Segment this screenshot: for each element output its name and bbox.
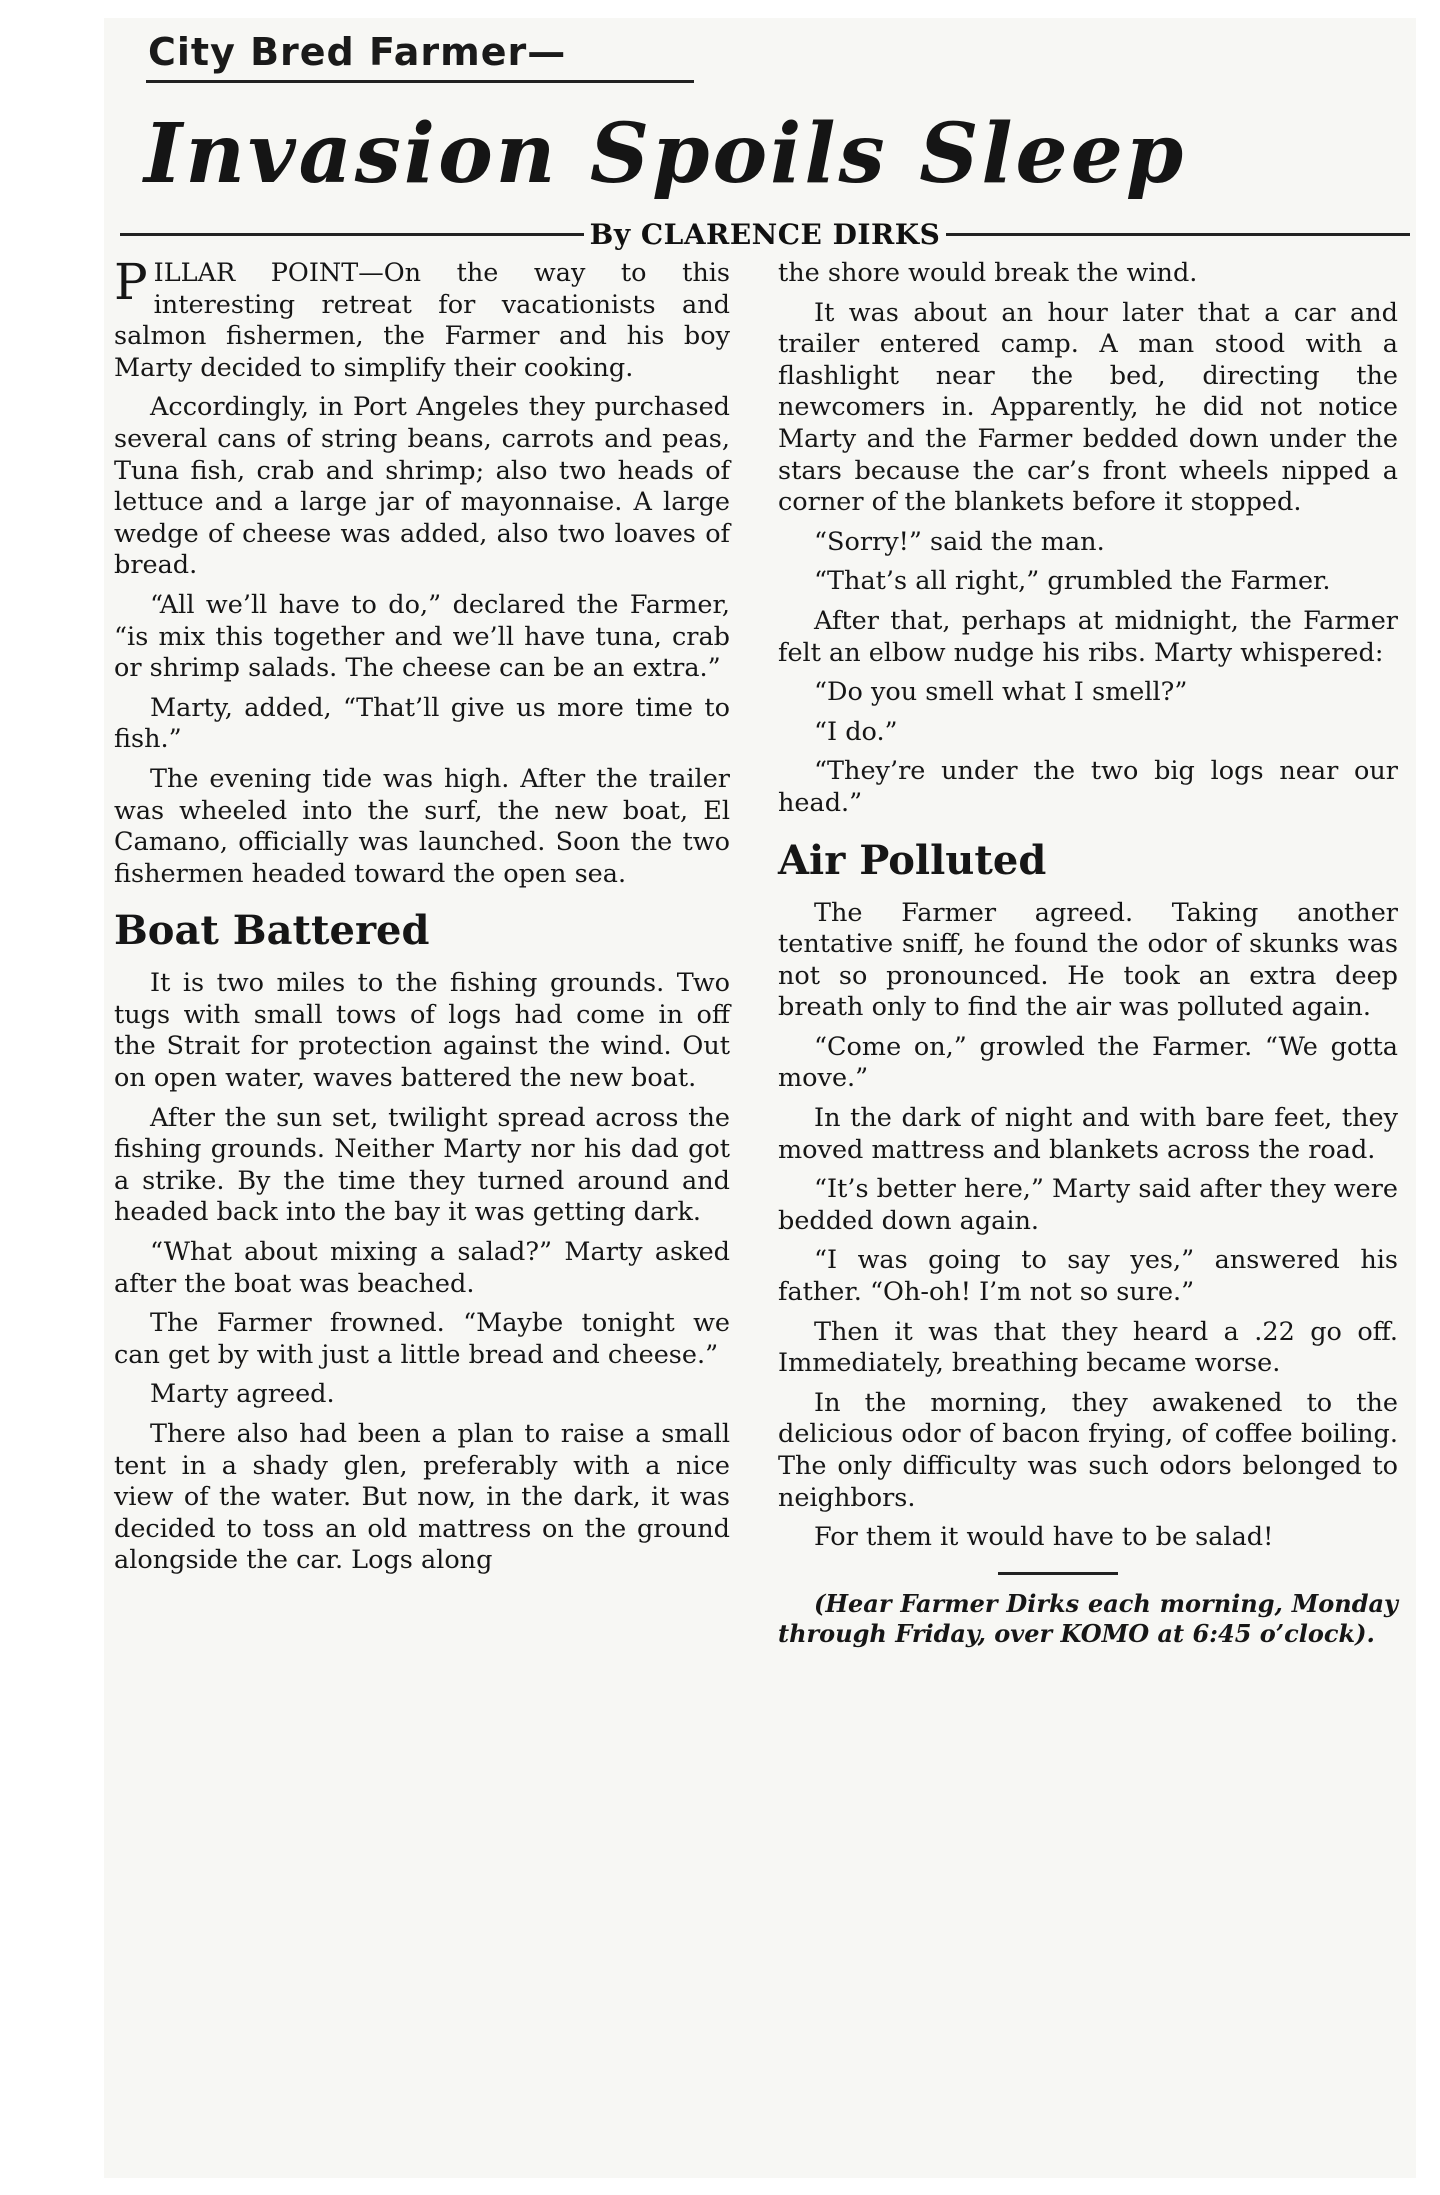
end-rule: [998, 1572, 1118, 1575]
byline-rule-right: [946, 233, 1410, 236]
paragraph: The Farmer agreed. Taking another tentative sniff, he found the odor of skunks was not so pronounced. He took an extra deep breath only to find the air was polluted again.: [778, 897, 1398, 1023]
paragraph: Marty, added, “That’ll give us more time to fish.”: [114, 692, 730, 755]
kicker-title: City Bred Farmer—: [148, 30, 567, 74]
paragraph: In the morning, they awakened to the delicious odor of bacon frying, of coffee boiling. The only difficulty was such odors belonged to neighbors.: [778, 1387, 1398, 1513]
drop-cap: P: [114, 253, 148, 311]
left-column: [114, 253, 730, 1585]
paragraph: “That’s all right,” grumbled the Farmer.: [814, 566, 1331, 597]
paragraph: It is two miles to the fishing grounds. Two tugs with small tows of logs had come in off the Strait for protection against the wind. Out on open water, waves battered the new boat.: [114, 968, 730, 1094]
footer-note: (Hear Farmer Dirks each morning, Monday through Friday, over KOMO at 6:45 o’clock).: [778, 1588, 1398, 1648]
paragraph: The evening tide was high. After the trailer was wheeled into the surf, the new boat, El Camano, officially was launched. Soon the two fishermen headed toward the open sea.: [114, 763, 730, 889]
paragraph: Then it was that they heard a .22 go off. Immediately, breathing became worse.: [778, 1316, 1398, 1379]
paragraph: Marty agreed.: [150, 1379, 335, 1410]
byline-rule-left: [120, 233, 584, 236]
paragraph: the shore would break the wind.: [778, 258, 1198, 288]
paragraph: It was about an hour later that a car and trailer entered camp. A man stood with a flashlight near the bed, directing the newcomers in. Apparently, he did not notice Marty and the Farmer bedded down under the stars because the car’s front wheels nipped a corner of the blankets before it stopped.: [778, 297, 1398, 518]
byline: By CLARENCE DIRKS: [589, 217, 941, 251]
headline: Invasion Spoils Sleep: [144, 106, 1187, 202]
paragraph: “It’s better here,” Marty said after they were bedded down again.: [778, 1174, 1398, 1236]
paragraph: For them it would have to be salad!: [814, 1522, 1274, 1553]
byline-row: [120, 214, 1410, 254]
paragraph: In the dark of night and with bare feet, they moved mattress and blankets across the road.: [778, 1103, 1398, 1165]
subhead-air-polluted: Air Polluted: [778, 836, 1047, 884]
paragraph: “They’re under the two big logs near our head.”: [778, 756, 1398, 818]
paragraph: “Sorry!” said the man.: [814, 526, 1105, 557]
subhead-boat-battered: Boat Battered: [114, 907, 430, 955]
right-column: [778, 258, 1398, 1657]
newspaper-clipping: [104, 18, 1416, 2178]
paragraph: “All we’ll have to do,” declared the Farmer, “is mix this together and we’ll have tuna, crab or shrimp salads. The cheese can be an extra.”: [114, 589, 730, 684]
paragraph: “I was going to say yes,” answered his father. “Oh-oh! I’m not so sure.”: [778, 1245, 1398, 1308]
paragraph: Accordingly, in Port Angeles they purchased several cans of string beans, carrots and peas, Tuna fish, crab and shrimp; also two heads of lettuce and a large jar of mayonnaise. A large wedge of cheese was added, also two loaves of bread.: [114, 392, 730, 581]
paragraph: After the sun set, twilight spread across the fishing grounds. Neither Marty nor his dad got a strike. By the time they turned around and headed back into the bay it was getting dark.: [114, 1102, 730, 1228]
kicker-underline: [146, 80, 694, 83]
paragraph: PILLAR POINT—On the way to this interesting retreat for vacationists and salmon fishermen, the Farmer and his boy Marty decided to simplify their cooking.: [114, 253, 730, 383]
paragraph: After that, perhaps at midnight, the Farmer felt an elbow nudge his ribs. Marty whispered:: [778, 605, 1398, 668]
paragraph: There also had been a plan to raise a small tent in a shady glen, preferably with a nice view of the water. But now, in the dark, it was decided to toss an old mattress on the ground alongside the car. Logs along: [114, 1419, 730, 1576]
paragraph: “What about mixing a salad?” Marty asked after the boat was beached.: [114, 1237, 730, 1299]
paragraph: “Do you smell what I smell?”: [814, 677, 1188, 708]
paragraph: “I do.”: [814, 716, 898, 747]
paragraph: The Farmer frowned. “Maybe tonight we can get by with just a little bread and cheese.”: [114, 1308, 730, 1370]
paragraph: “Come on,” growled the Farmer. “We gotta move.”: [778, 1031, 1398, 1094]
